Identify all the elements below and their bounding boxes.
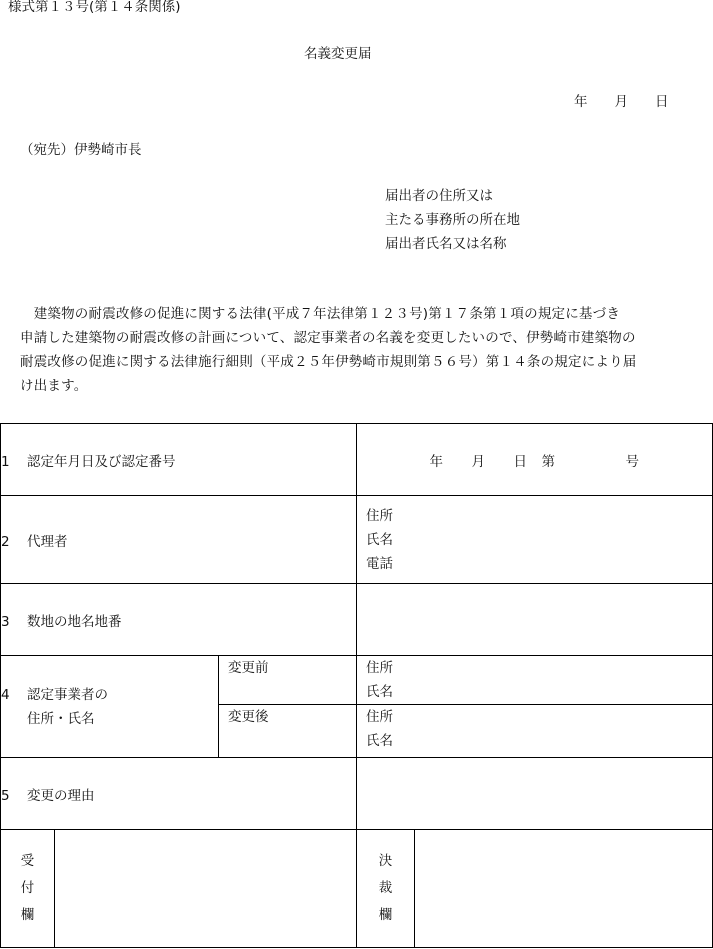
- form-number: 様式第１３号(第１４条関係): [8, 0, 181, 15]
- decision-char: 裁: [378, 880, 393, 896]
- date-line: 年 月 日: [574, 94, 669, 110]
- lot-label-cell: [1, 584, 357, 656]
- body-line: 申請した建築物の耐震改修の計画について、認定事業者の名義を変更したいので、伊勢崎市建築物の: [20, 330, 636, 346]
- row-number: 4: [1, 686, 10, 703]
- row-number: 5: [1, 787, 10, 804]
- address-label: 住所: [366, 660, 393, 676]
- certification-date-field[interactable]: [357, 424, 713, 496]
- after-change-label-cell: [219, 705, 357, 758]
- address-label: 住所: [366, 507, 393, 524]
- body-line: 耐震改修の促進に関する法律施行細則（平成２５年伊勢崎市規則第５６号）第１４条の規定により届: [20, 354, 637, 370]
- row-number: 2: [1, 533, 10, 550]
- table-row: [1, 758, 713, 830]
- table-row: [1, 496, 713, 584]
- reception-char: 欄: [20, 907, 35, 923]
- certified-operator-label-cell: [1, 656, 219, 758]
- row-label: 認定事業者の: [27, 686, 108, 703]
- agent-info-field[interactable]: [357, 496, 713, 584]
- certification-label-cell: [1, 424, 357, 496]
- decision-field[interactable]: [415, 830, 713, 948]
- reception-label-cell: [1, 830, 55, 948]
- before-change-label-cell: [219, 656, 357, 705]
- name-label: 氏名: [366, 684, 393, 700]
- row-number: 1: [1, 453, 10, 470]
- applicant-office-label: 主たる事務所の所在地: [385, 212, 520, 228]
- reason-field[interactable]: [357, 758, 713, 830]
- application-table: [0, 423, 713, 948]
- applicant-name-label: 届出者氏名又は名称: [385, 236, 507, 252]
- lot-number-field[interactable]: [357, 584, 713, 656]
- decision-label-cell: [357, 830, 415, 948]
- row-label: 代理者: [27, 533, 68, 550]
- addressee: （宛先）伊勢崎市長: [20, 142, 142, 158]
- table-row: [1, 830, 713, 948]
- name-label: 氏名: [366, 733, 393, 749]
- body-line: 建築物の耐震改修の促進に関する法律(平成７年法律第１２３号)第１７条第１項の規定に基づき: [20, 306, 621, 322]
- reason-label-cell: [1, 758, 357, 830]
- table-row: [1, 424, 713, 496]
- reception-char: 受: [20, 853, 35, 869]
- before-change-label: 変更前: [228, 660, 269, 676]
- phone-label: 電話: [366, 555, 393, 572]
- row-number: 3: [1, 613, 10, 630]
- row-label: 住所・氏名: [27, 710, 95, 727]
- reception-field[interactable]: [55, 830, 357, 948]
- body-line: け出ます。: [20, 378, 88, 394]
- certification-date-text: 年 月 日 第 号: [429, 453, 640, 470]
- decision-char: 欄: [378, 907, 393, 923]
- row-label: 数地の地名地番: [27, 613, 122, 630]
- after-change-field[interactable]: [357, 705, 713, 758]
- decision-char: 決: [378, 853, 393, 869]
- agent-label-cell: [1, 496, 357, 584]
- name-label: 氏名: [366, 531, 393, 548]
- reception-char: 付: [20, 880, 35, 896]
- before-change-field[interactable]: [357, 656, 713, 705]
- body-paragraph: [20, 302, 688, 398]
- table-row: [1, 584, 713, 656]
- document-title: 名義変更届: [304, 46, 372, 62]
- row-label: 変更の理由: [27, 787, 95, 804]
- address-label: 住所: [366, 709, 393, 725]
- row-label: 認定年月日及び認定番号: [27, 453, 176, 470]
- after-change-label: 変更後: [228, 709, 269, 725]
- applicant-address-label: 届出者の住所又は: [385, 188, 493, 204]
- table-row: [1, 656, 713, 705]
